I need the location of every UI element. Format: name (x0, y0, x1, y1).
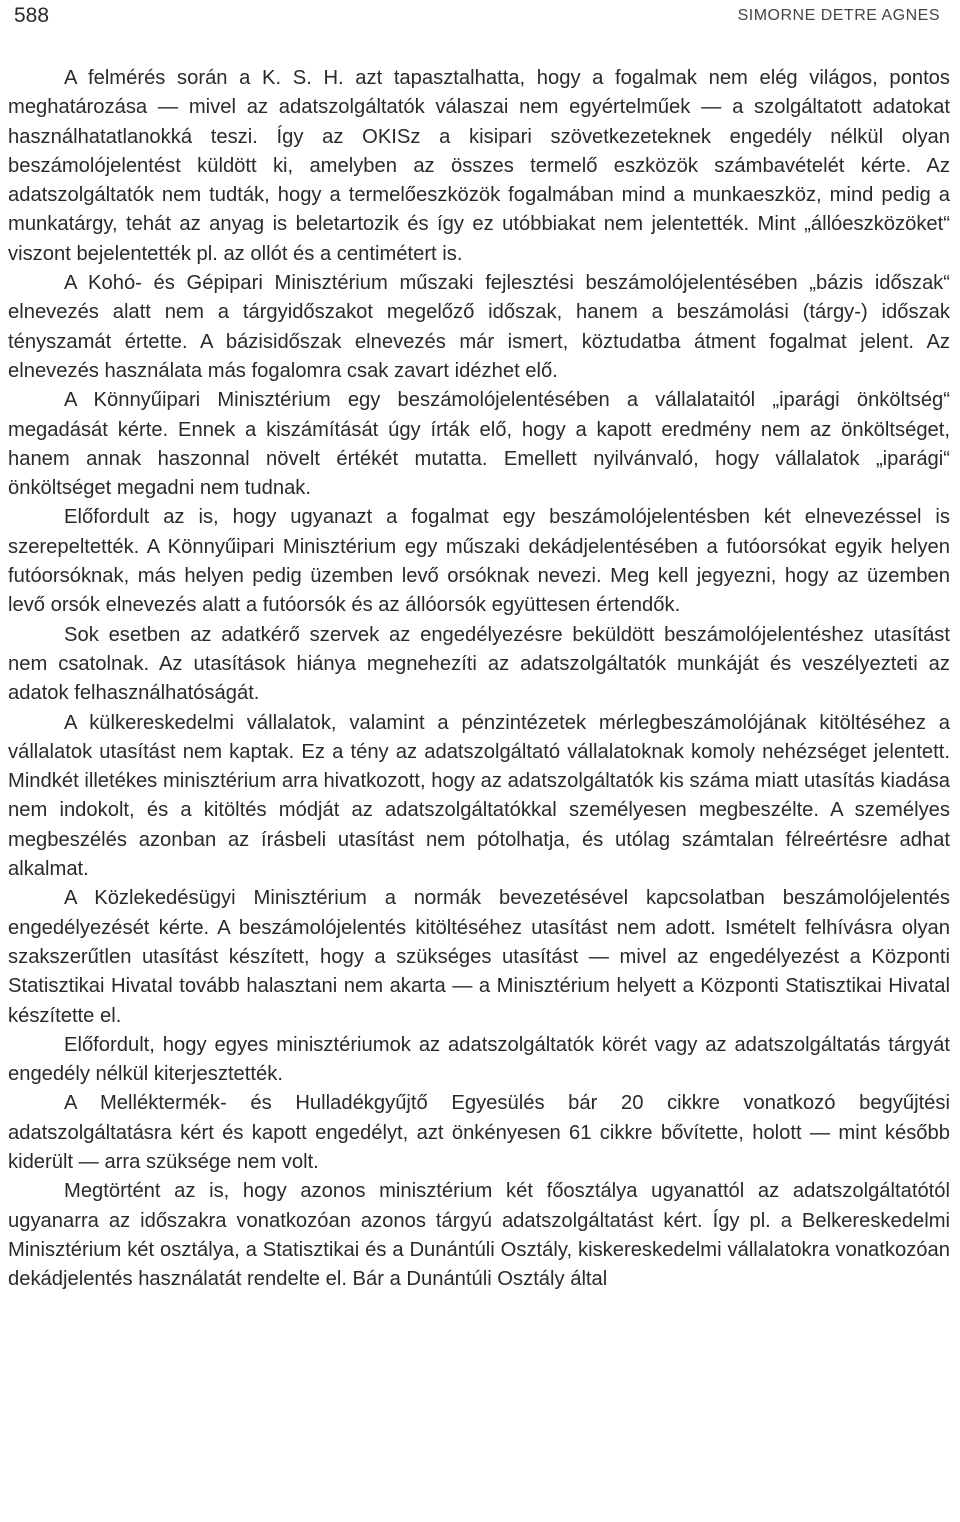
body-text (8, 64, 950, 1294)
running-head (8, 0, 950, 42)
running-title: SIMORNE DETRE AGNES (737, 7, 940, 24)
page-number: 588 (14, 4, 50, 27)
paragraph: Megtörtént az is, hogy azonos minisztérium két főosztálya ugyanattól az adatszolgáltatótól ugyanarra az időszakra vonatkozóan azonos tárgyú adatszolgáltatást kért. Így pl. a Belkereskedelmi Minisztérium két osztálya, a Statisztikai és a Dunántúli Osztály, kiskereskedelmi vállalatokra vonatkozóan dekádjelentés használatát rendelte el. Bár a Dunántúli Osztály által (8, 1180, 950, 1291)
paragraph: Előfordult az is, hogy ugyanazt a fogalmat egy beszámolójelentésben két elnevezéssel is szerepeltették. A Könnyűipari Minisztérium egy műszaki dekádjelentésében a futóorsókat egyik helyen futóorsóknak, más helyen pedig üzemben levő orsóknak nevezi. Meg kell jegyezni, hogy az üzemben levő orsók elnevezés alatt a futóorsók és az állóorsók együttesen értendők. (8, 506, 950, 617)
paragraph: Előfordult, hogy egyes minisztériumok az adatszolgáltatók körét vagy az adatszolgáltatás tárgyát engedély nélkül kiterjesztették. (8, 1033, 950, 1086)
paragraph: Sok esetben az adatkérő szervek az engedélyezésre beküldött beszámolójelentéshez utasítást nem csatolnak. Az utasítások hiánya megnehezíti az adatszolgáltatók munkáját és veszélyezteti az adatok felhasználhatóságát. (8, 623, 950, 705)
paragraph: A Kohó- és Gépipari Minisztérium műszaki fejlesztési beszámolójelentésében „bázis időszak“ elnevezés alatt nem a tárgyidőszakot megelőző időszak, hanem a beszámolási (tárgy-) időszak tényszamát értette. A bázisidőszak elnevezés már ismert, köztudatba átment fogalmat jelent. Az elnevezés használata más fogalomra csak zavart idézhet elő. (8, 272, 950, 382)
paragraph: A külkereskedelmi vállalatok, valamint a pénzintézetek mérlegbeszámolójának kitöltéséhez a vállalatok utasítást nem kaptak. Ez a tény az adatszolgáltató vállalatoknak komoly nehézséget jelentett. Mindkét illetékes minisztérium arra hivatkozott, hogy az adatszolgáltatók kis száma miatt utasítás kiadása nem indokolt, és a kitöltés módját az adatszolgáltatókkal személyesen megbeszélte. A személyes megbeszélés azonban az írásbeli utasítást nem pótolhatja, és utólag számtalan félreértésre adhat alkalmat. (8, 711, 950, 881)
paragraph: A felmérés során a K. S. H. azt tapasztalhatta, hogy a fogalmak nem elég világos, pontos meghatározása — mivel az adatszolgáltatók válaszai nem egyértelműek — a szolgáltatott adatokat használhatatlanokká teszi. Így az OKISz a kisipari szövetkezeteknek engedély nélkül olyan beszámolójelentést küldött ki, amelyben az összes termelő eszközök számbavételét kérte. Az adatszolgáltatók nem tudták, hogy a termelőeszközök fogalmában mind a munkaeszköz, mind pedig a munkatárgy, tehát az anyag is beletartozik és így ez utóbbiakat nem jelentették. Mint „állóeszközöket“ viszont bejelentették pl. az ollót és a centimétert is. (8, 67, 950, 265)
paragraph: A Közlekedésügyi Minisztérium a normák bevezetésével kapcsolatban beszámolójelentés engedélyezését kérte. A beszámolójelentés kitöltéséhez utasítást nem adott. Ismételt felhívásra olyan szakszerűtlen utasítást készített, hogy a szükséges utasítást — mivel az engedélyezést a Központi Statisztikai Hivatal tovább halasztani nem akarta — a Minisztérium helyett a Központi Statisztikai Hivatal készítette el. (8, 887, 950, 1027)
paragraph: A Melléktermék- és Hulladékgyűjtő Egyesülés bár 20 cikkre vonatkozó begyűjtési adatszolgáltatásra kért és kapott engedélyt, azt önkényesen 61 cikkre bővítette, holott — mint később kiderült — arra szükségе nem volt. (8, 1092, 950, 1173)
paragraph: A Könnyűipari Minisztérium egy beszámolójelentésében a vállalataitól „iparági önköltség“ megadását kérte. Ennek a kiszámítását úgy írták elő, hogy a kapott eredmény nem az önköltséget, hanem annak haszonnal növelt értékét mutatta. Emellett nyilvánvaló, hogy vállalatok „iparági“ önköltséget megadni nem tudnak. (8, 389, 950, 500)
